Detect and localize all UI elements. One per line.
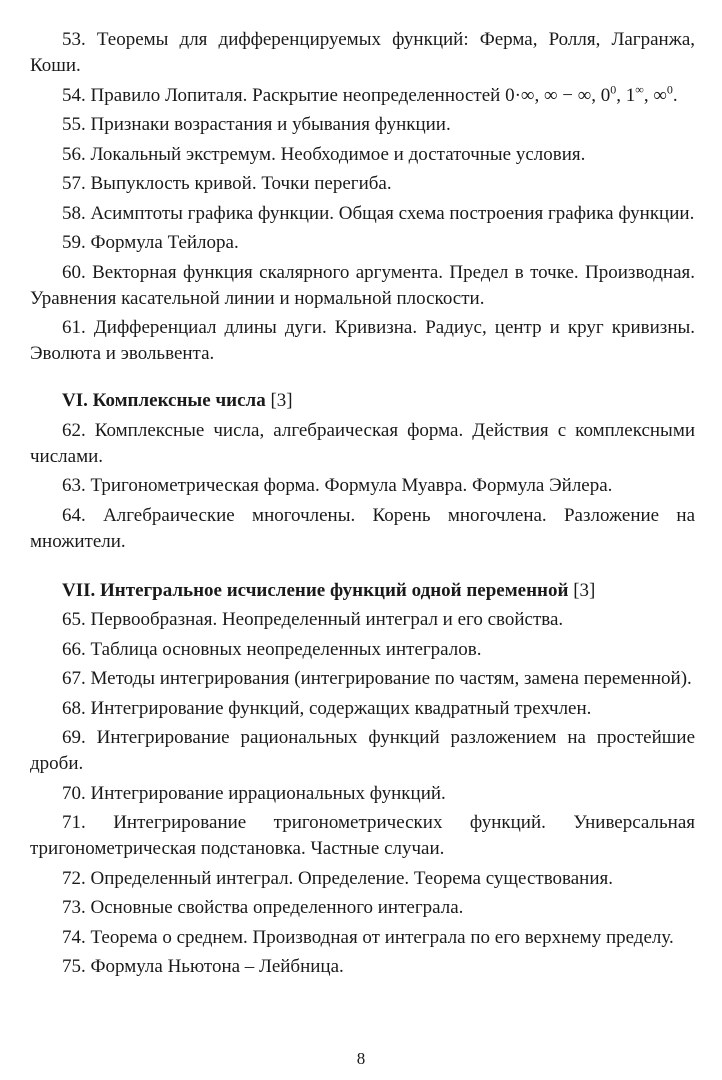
page-content xyxy=(30,27,695,980)
item-number: 61. xyxy=(62,317,86,338)
item-number: 58. xyxy=(62,202,86,224)
page-number: 8 xyxy=(356,1049,366,1068)
list-item xyxy=(30,473,695,499)
list-item xyxy=(30,83,695,109)
list-item xyxy=(30,418,695,470)
item-number: 69. xyxy=(62,727,86,748)
item-text: Первообразная. Неопределенный интеграл и его свойства. xyxy=(90,609,564,630)
section-hours: [3] xyxy=(270,390,293,411)
list-item xyxy=(30,112,695,138)
item-number: 53. xyxy=(62,29,86,50)
item-text: Тригонометрическая форма. Формула Муавра. Формула Эйлера. xyxy=(90,475,613,496)
item-text: Интегрирование иррациональных функций. xyxy=(90,782,446,804)
item-number: 63. xyxy=(62,475,86,496)
item-text: Выпуклость кривой. Точки перегиба. xyxy=(90,173,392,194)
list-item xyxy=(30,260,695,312)
list-item xyxy=(30,315,695,367)
item-number: 66. xyxy=(62,638,86,660)
list-item xyxy=(30,866,695,892)
list-item xyxy=(30,503,695,555)
item-number: 59. xyxy=(62,232,86,253)
section-hours: [3] xyxy=(573,579,596,601)
item-number: 65. xyxy=(62,609,86,630)
item-number: 57. xyxy=(62,173,86,194)
item-text: Таблица основных неопределенных интегралов. xyxy=(90,638,482,660)
list-item xyxy=(30,925,695,951)
item-text: Интегрирование функций, содержащих квадратный трехчлен. xyxy=(90,697,592,719)
item-text: Основные свойства определенного интеграла. xyxy=(90,897,464,918)
item-text: Признаки возрастания и убывания функции. xyxy=(90,114,451,135)
item-number: 75. xyxy=(62,956,86,977)
item-text: Определенный интеграл. Определение. Теорема существования. xyxy=(90,867,614,889)
item-number: 64. xyxy=(62,504,86,526)
item-text: Комплексные числа, алгебраическая форма. Действия с комплексными числами. xyxy=(30,419,696,467)
item-text: Интегрирование рациональных функций разложением на простейшие дроби. xyxy=(30,727,696,774)
item-number: 70. xyxy=(62,782,86,804)
item-text: Методы интегрирования (интегрирование по частям, замена переменной). xyxy=(90,668,692,689)
item-number: 72. xyxy=(62,867,86,889)
item-text: Локальный экстремум. Необходимое и достаточные условия. xyxy=(90,143,586,165)
item-text: , 1 xyxy=(616,84,636,106)
item-text: Дифференциал длины дуги. Кривизна. Радиус, центр и круг кривизны. Эволюта и эвольвента. xyxy=(30,317,695,364)
item-number: 56. xyxy=(62,143,86,165)
item-number: 68. xyxy=(62,697,86,719)
list-item xyxy=(30,201,695,227)
superscript: 0 xyxy=(666,82,673,97)
item-number: 73. xyxy=(62,897,86,918)
item-number: 67. xyxy=(62,668,86,689)
list-item xyxy=(30,781,695,807)
list-item xyxy=(30,637,695,663)
item-number: 71. xyxy=(62,812,86,833)
section-heading xyxy=(30,388,695,414)
list-item xyxy=(30,895,695,921)
item-text: Векторная функция скалярного аргумента. Предел в точке. Производная. Уравнения касательной линии и нормальной плоскости. xyxy=(30,261,695,309)
section-heading xyxy=(30,578,695,604)
item-number: 74. xyxy=(62,926,86,948)
item-text: Алгебраические многочлены. Корень многочлена. Разложение на множители. xyxy=(30,504,695,552)
item-number: 55. xyxy=(62,114,86,135)
item-number: 62. xyxy=(62,419,86,441)
list-item xyxy=(30,810,695,862)
list-item xyxy=(30,725,695,777)
item-text: Формула Ньютона – Лейбница. xyxy=(90,956,344,977)
superscript: ∞ xyxy=(635,82,644,97)
item-text: Интегрирование тригонометрических функций. Универсальная тригонометрическая подстановка. Частные случаи. xyxy=(30,812,695,859)
item-text: Правило Лопиталя. Раскрытие неопределенностей 0·∞, ∞ − ∞, 0 xyxy=(90,84,611,106)
list-item xyxy=(30,666,695,692)
item-text: Теоремы для дифференцируемых функций: Ферма, Ролля, Лагранжа, Коши. xyxy=(30,29,696,76)
section-title: VI. Комплексные числа xyxy=(62,390,266,411)
item-number: 60. xyxy=(62,261,86,283)
section-title: VII. Интегральное исчисление функций одной переменной xyxy=(62,579,569,601)
item-text: Теорема о среднем. Производная от интеграла по его верхнему пределу. xyxy=(90,926,674,948)
item-text: . xyxy=(672,84,678,106)
list-item xyxy=(30,27,695,79)
list-item xyxy=(30,696,695,722)
item-text: Асимптоты графика функции. Общая схема построения графика функции. xyxy=(90,202,695,224)
item-number: 54. xyxy=(62,84,86,106)
item-text: , ∞ xyxy=(643,84,667,106)
list-item xyxy=(30,230,695,256)
item-text: Формула Тейлора. xyxy=(90,232,239,253)
list-item xyxy=(30,142,695,168)
superscript: 0 xyxy=(610,82,617,97)
list-item xyxy=(30,171,695,197)
list-item xyxy=(30,954,695,980)
list-item xyxy=(30,607,695,633)
